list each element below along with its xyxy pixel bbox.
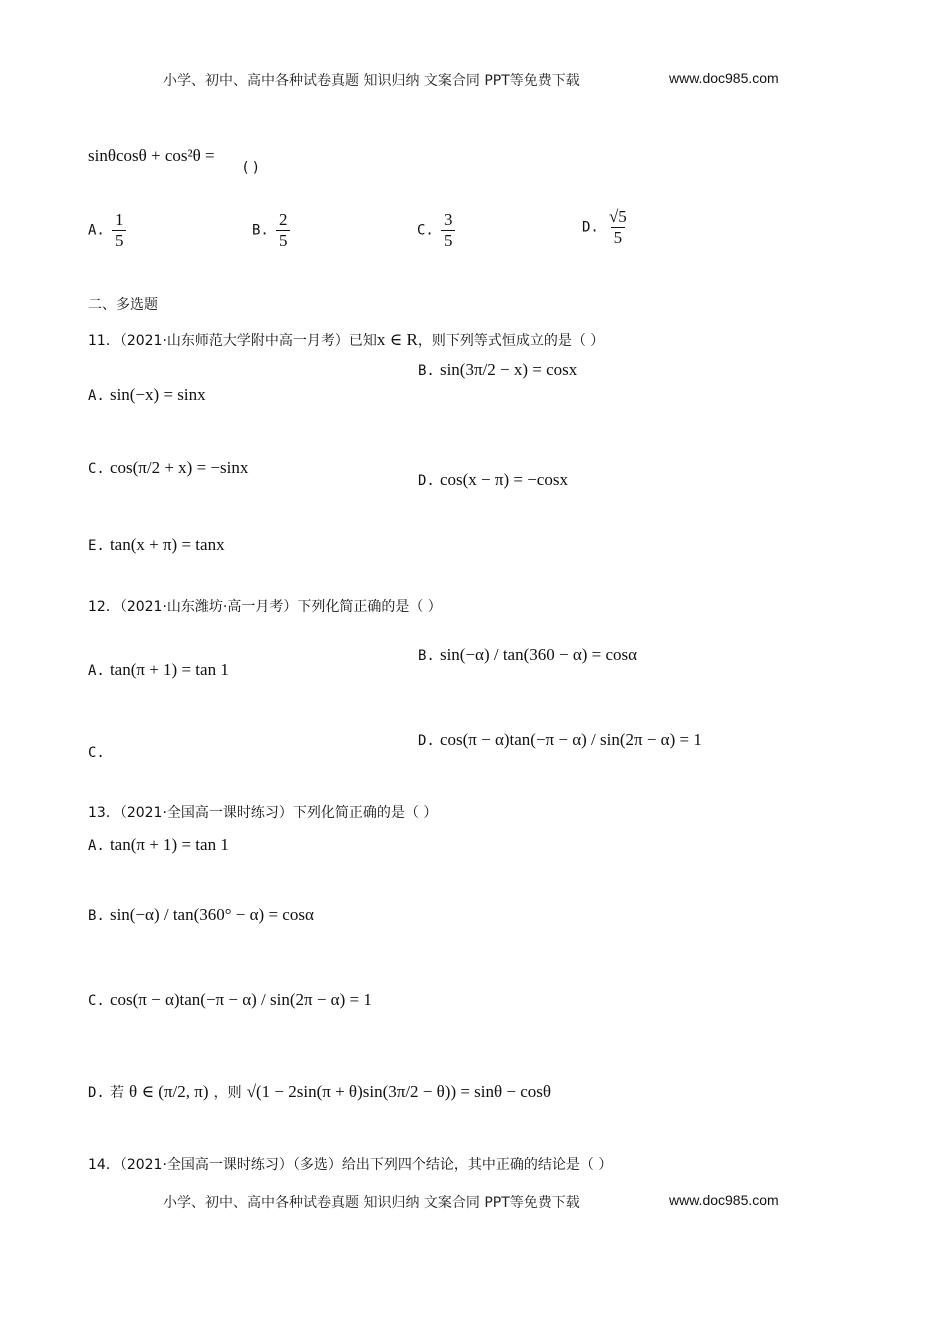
q11-stem [88,330,604,350]
q12-stem: 12．（2021·山东潍坊·高一月考）下列化简正确的是（ ） [88,599,442,615]
section-heading: 二、多选题 [88,297,158,313]
fraction [606,207,630,247]
option-label: C. [88,745,105,761]
option-label: D. [88,1085,105,1101]
q14-stem: 14．（2021·全国高一课时练习）（多选）给出下列四个结论，其中正确的结论是（ ） [88,1157,613,1173]
option-label: C. [88,461,105,477]
q11-option-c[interactable] [88,458,248,478]
numerator: 1 [114,210,124,229]
option-expression: tan(x + π) = tanx [109,535,225,554]
option-label: B. [252,222,269,239]
fraction [276,210,291,250]
page-footer-site[interactable]: www.doc985.com [669,1192,779,1208]
denominator: 5 [276,230,291,251]
numerator: 2 [278,210,288,229]
q12-option-c[interactable] [88,742,105,762]
q10-expression [88,146,215,166]
numerator: √5 [608,207,627,226]
q10-option-d[interactable] [582,207,632,247]
q11-option-b[interactable] [418,360,577,380]
q11-stem-tail: ，则下列等式恒成立的是（ ） [417,333,605,349]
numerator: 3 [443,210,453,229]
page-footer-text: 小学、初中、高中各种试卷真题 知识归纳 文案合同 PPT等免费下载 [163,1195,580,1211]
option-label: D. [418,733,435,749]
option-expression: cos(π − α)tan(−π − α) / sin(2π − α) = 1 [439,730,702,749]
q12-option-b[interactable] [418,645,637,665]
option-condition: θ ∈ (π/2, π) [129,1082,209,1101]
q11-stem-text: 11．（2021·山东师范大学附中高一月考）已知 [88,333,377,349]
option-expression: tan(π + 1) = tan 1 [109,835,229,854]
option-label: B. [418,363,435,379]
q10-paren: ( ) [243,160,259,176]
page-header-text: 小学、初中、高中各种试卷真题 知识归纳 文案合同 PPT等免费下载 [163,73,580,89]
option-label: D. [418,473,435,489]
fraction [441,210,456,250]
fraction [112,210,127,250]
option-label: E. [88,538,105,554]
option-label: A. [88,838,105,854]
option-label: D. [582,219,599,236]
denominator: 5 [112,230,127,251]
q13-option-b[interactable] [88,905,314,925]
q13-option-d[interactable] [88,1082,551,1102]
option-prefix: 若 [109,1085,124,1101]
q10-option-a[interactable] [88,210,128,250]
option-label: C. [417,222,434,239]
option-label: A. [88,663,105,679]
q11-option-d[interactable] [418,470,568,490]
q10-expr-text: sinθcosθ + cos²θ = [88,146,215,165]
q11-option-e[interactable] [88,535,225,555]
q12-option-d[interactable] [418,730,702,750]
q10-option-b[interactable] [252,210,292,250]
option-label: C. [88,993,105,1009]
q13-stem: 13．（2021·全国高一课时练习）下列化简正确的是（ ） [88,805,438,821]
option-expression: sin(−α) / tan(360° − α) = cosα [109,905,314,924]
q10-option-c[interactable] [417,210,457,250]
option-expression: sin(−x) = sinx [109,385,206,404]
option-expression: √(1 − 2sin(π + θ)sin(3π/2 − θ)) = sinθ − cosθ [246,1082,552,1101]
q13-option-a[interactable] [88,835,229,855]
denominator: 5 [441,230,456,251]
q11-condition: x ∈ R [376,330,418,349]
option-expression: cos(x − π) = −cosx [439,470,568,489]
option-expression: tan(π + 1) = tan 1 [109,660,229,679]
option-expression: cos(π − α)tan(−π − α) / sin(2π − α) = 1 [109,990,372,1009]
option-label: A. [88,388,105,404]
q12-option-a[interactable] [88,660,229,680]
q13-option-c[interactable] [88,990,372,1010]
option-label: A. [88,222,105,239]
option-expression: sin(−α) / tan(360 − α) = cosα [439,645,638,664]
option-expression: cos(π/2 + x) = −sinx [109,458,249,477]
option-mid: ，则 [213,1085,242,1101]
option-label: B. [418,648,435,664]
option-expression: sin(3π/2 − x) = cosx [439,360,578,379]
option-label: B. [88,908,105,924]
q11-option-a[interactable] [88,385,206,405]
denominator: 5 [611,227,626,248]
page-header-site[interactable]: www.doc985.com [669,70,779,86]
